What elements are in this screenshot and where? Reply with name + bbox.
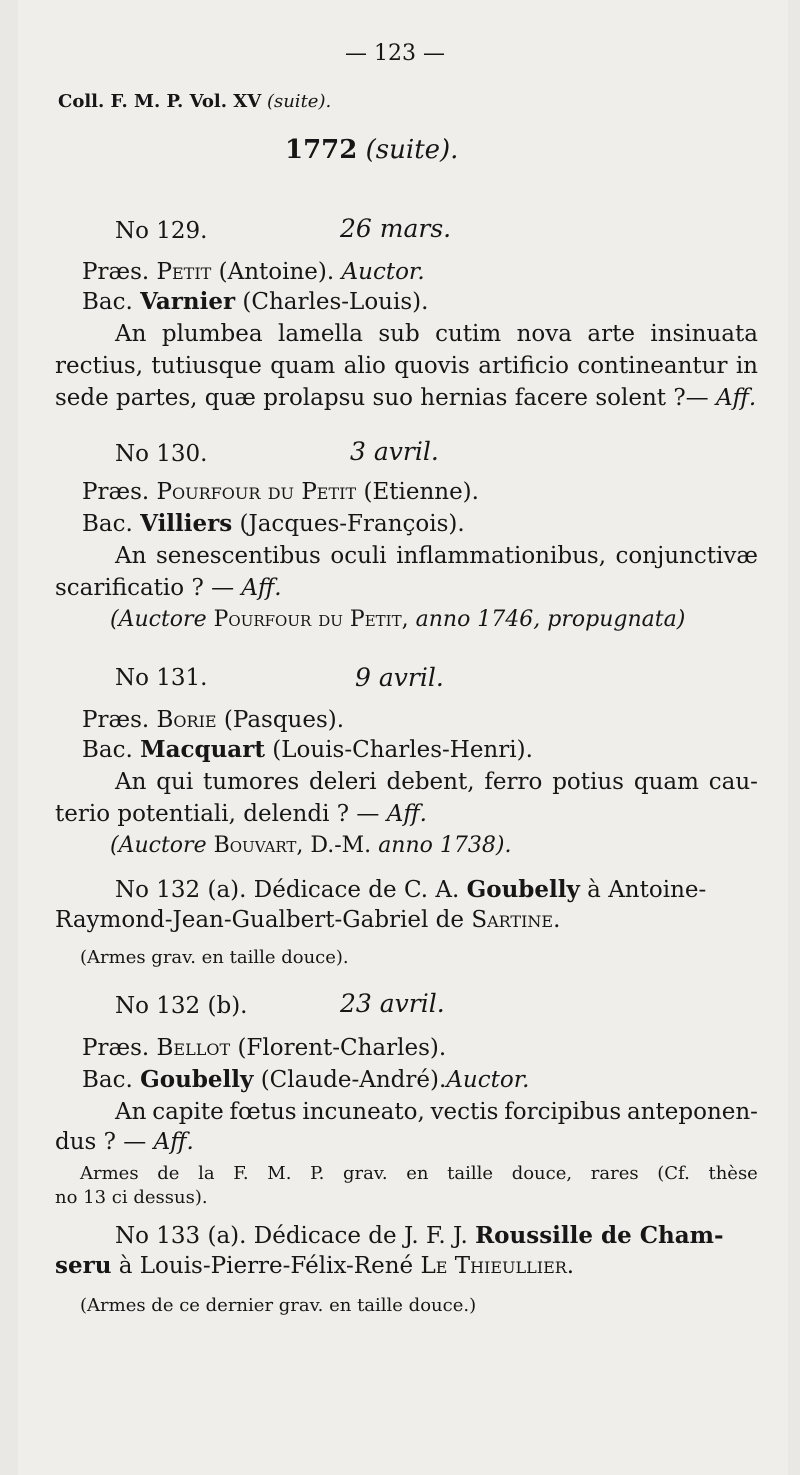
entry-131-date: 9 avril. [355,663,444,692]
collection-header [58,88,331,116]
year-number: 1772 [285,135,358,165]
entry-132b-note-line: Armes de la F. M. P. grav. en taille douce, rares (Cf. thèse [80,1163,758,1184]
entry-129-number: No 129. [115,218,208,244]
entry-132b-note-line: no 13 ci dessus). [55,1187,208,1208]
collection-label: Coll. F. M. P. Vol. XV [58,91,262,112]
entry-133a-dedication: No 133 (a). Dédicace de J. F. J. Roussille de Cham- [115,1222,724,1249]
entry-129-question-line: sede partes, quæ prolapsu suo hernias facere solent ?— Aff. [55,385,757,411]
entry-132b-number: No 132 (b). [115,993,248,1019]
entry-132a-dedicatee: Raymond-Jean-Gualbert-Gabriel de Sartine. [55,907,561,933]
entry-131-question-line: An qui tumores deleri debent, ferro potius quam cau- [115,769,758,795]
entry-130-question-line: scarificatio ? — Aff. [55,575,282,601]
entry-132b-question-line: An capite fœtus incuneato, vectis forcipibus anteponen- [115,1099,758,1125]
entry-130-question-line: An senescentibus oculi inflammationibus, conjunctivæ [115,543,758,569]
page-number: — 123 — [345,41,445,66]
entry-130-date: 3 avril. [350,437,439,466]
entry-132b-date: 23 avril. [340,989,445,1018]
year-suite: (suite). [365,135,459,165]
entry-131-question-line: terio potentiali, delendi ? — Aff. [55,801,427,827]
entry-131-bachelor: Bac. Macquart (Louis-Charles-Henri). [82,736,533,763]
entry-129-praeses: Præs. Petit (Antoine). Auctor. [82,259,425,285]
entry-133a-armes: (Armes de ce dernier grav. en taille douce.) [80,1295,477,1316]
entry-132b-praeses: Præs. Bellot (Florent-Charles). [82,1035,447,1061]
entry-132a-dedication: No 132 (a). Dédicace de C. A. Goubelly à Antoine- [115,876,707,903]
entry-131-auctore: (Auctore Bouvart, D.-M. anno 1738). [110,833,512,858]
entry-130-bachelor: Bac. Villiers (Jacques-François). [82,510,465,537]
year-heading [285,136,458,164]
entry-132a-armes: (Armes grav. en taille douce). [80,947,349,968]
entry-129-question-line: rectius, tutiusque quam alio quovis artificio contineantur in [55,353,758,379]
entry-129-question-line: An plumbea lamella sub cutim nova arte insinuata [115,321,758,347]
entry-129-date: 26 mars. [340,214,452,243]
entry-133a-dedicatee: seru à Louis-Pierre-Félix-René Le Thieullier. [55,1252,575,1279]
entry-129-bachelor: Bac. Varnier (Charles-Louis). [82,288,429,315]
collection-suite: (suite). [266,91,332,112]
entry-131-number: No 131. [115,665,208,691]
entry-131-praeses: Præs. Borie (Pasques). [82,707,345,733]
entry-132b-bachelor: Bac. Goubelly (Claude-André).Auctor. [82,1066,530,1093]
entry-130-number: No 130. [115,441,208,467]
entry-132b-question-line: dus ? — Aff. [55,1129,194,1155]
entry-130-praeses: Præs. Pourfour du Petit (Etienne). [82,479,479,505]
entry-130-auctore: (Auctore Pourfour du Petit, anno 1746, propugnata) [110,607,686,632]
